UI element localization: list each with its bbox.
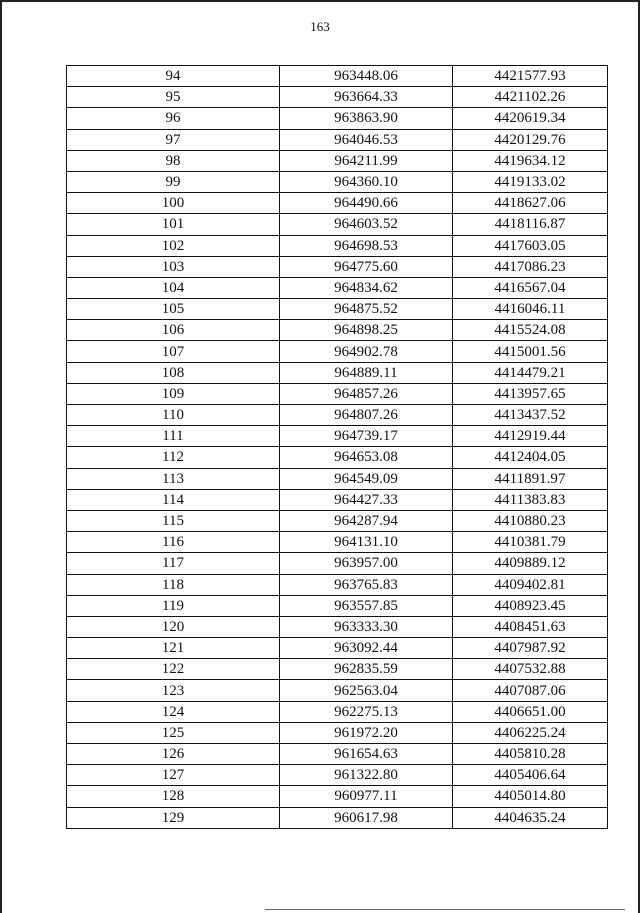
- table-row: [67, 489, 608, 510]
- x-coordinate-cell: 964807.26: [280, 405, 453, 426]
- point-number-cell: 114: [67, 489, 280, 510]
- x-coordinate-cell: 964902.78: [280, 341, 453, 362]
- x-coordinate-cell: 964427.33: [280, 489, 453, 510]
- table-row: [67, 553, 608, 574]
- x-coordinate-cell: 964698.53: [280, 235, 453, 256]
- table-row: [67, 299, 608, 320]
- x-coordinate-cell: 964549.09: [280, 468, 453, 489]
- table-row: [67, 150, 608, 171]
- y-coordinate-cell: 4417603.05: [453, 235, 608, 256]
- y-coordinate-cell: 4407987.92: [453, 638, 608, 659]
- y-coordinate-cell: 4419133.02: [453, 171, 608, 192]
- table-row: [67, 786, 608, 807]
- point-number-cell: 111: [67, 426, 280, 447]
- y-coordinate-cell: 4421577.93: [453, 66, 608, 87]
- y-coordinate-cell: 4409402.81: [453, 574, 608, 595]
- x-coordinate-cell: 964211.99: [280, 150, 453, 171]
- table-row: [67, 807, 608, 828]
- table-row: [67, 616, 608, 637]
- x-coordinate-cell: 964739.17: [280, 426, 453, 447]
- x-coordinate-cell: 960617.98: [280, 807, 453, 828]
- table-row: [67, 193, 608, 214]
- table-row: [67, 87, 608, 108]
- point-number-cell: 104: [67, 277, 280, 298]
- table-row: [67, 468, 608, 489]
- x-coordinate-cell: 964360.10: [280, 171, 453, 192]
- coordinates-table-body: [67, 66, 608, 829]
- table-row: [67, 722, 608, 743]
- x-coordinate-cell: 960977.11: [280, 786, 453, 807]
- y-coordinate-cell: 4420129.76: [453, 129, 608, 150]
- point-number-cell: 98: [67, 150, 280, 171]
- table-row: [67, 235, 608, 256]
- x-coordinate-cell: 961654.63: [280, 744, 453, 765]
- page-border-left: [0, 0, 2, 913]
- point-number-cell: 125: [67, 722, 280, 743]
- table-row: [67, 426, 608, 447]
- point-number-cell: 96: [67, 108, 280, 129]
- y-coordinate-cell: 4414479.21: [453, 362, 608, 383]
- point-number-cell: 102: [67, 235, 280, 256]
- table-row: [67, 362, 608, 383]
- point-number-cell: 109: [67, 383, 280, 404]
- table-row: [67, 510, 608, 531]
- point-number-cell: 113: [67, 468, 280, 489]
- point-number-cell: 97: [67, 129, 280, 150]
- table-row: [67, 638, 608, 659]
- y-coordinate-cell: 4407087.06: [453, 680, 608, 701]
- table-row: [67, 744, 608, 765]
- x-coordinate-cell: 963957.00: [280, 553, 453, 574]
- x-coordinate-cell: 964898.25: [280, 320, 453, 341]
- point-number-cell: 126: [67, 744, 280, 765]
- y-coordinate-cell: 4413437.52: [453, 405, 608, 426]
- x-coordinate-cell: 963664.33: [280, 87, 453, 108]
- y-coordinate-cell: 4419634.12: [453, 150, 608, 171]
- x-coordinate-cell: 963448.06: [280, 66, 453, 87]
- y-coordinate-cell: 4418116.87: [453, 214, 608, 235]
- point-number-cell: 101: [67, 214, 280, 235]
- y-coordinate-cell: 4411891.97: [453, 468, 608, 489]
- x-coordinate-cell: 962563.04: [280, 680, 453, 701]
- page-number: 163: [310, 19, 330, 34]
- y-coordinate-cell: 4415524.08: [453, 320, 608, 341]
- coordinates-table: [66, 65, 608, 829]
- table-row: [67, 66, 608, 87]
- point-number-cell: 124: [67, 701, 280, 722]
- y-coordinate-cell: 4421102.26: [453, 87, 608, 108]
- point-number-cell: 118: [67, 574, 280, 595]
- point-number-cell: 128: [67, 786, 280, 807]
- point-number-cell: 108: [67, 362, 280, 383]
- table-row: [67, 171, 608, 192]
- table-row: [67, 405, 608, 426]
- x-coordinate-cell: 964046.53: [280, 129, 453, 150]
- x-coordinate-cell: 964857.26: [280, 383, 453, 404]
- x-coordinate-cell: 964875.52: [280, 299, 453, 320]
- table-row: [67, 341, 608, 362]
- table-row: [67, 129, 608, 150]
- point-number-cell: 120: [67, 616, 280, 637]
- y-coordinate-cell: 4420619.34: [453, 108, 608, 129]
- point-number-cell: 123: [67, 680, 280, 701]
- y-coordinate-cell: 4411383.83: [453, 489, 608, 510]
- y-coordinate-cell: 4410880.23: [453, 510, 608, 531]
- y-coordinate-cell: 4405014.80: [453, 786, 608, 807]
- x-coordinate-cell: 963863.90: [280, 108, 453, 129]
- table-row: [67, 574, 608, 595]
- x-coordinate-cell: 964775.60: [280, 256, 453, 277]
- x-coordinate-cell: 963765.83: [280, 574, 453, 595]
- table-row: [67, 383, 608, 404]
- y-coordinate-cell: 4405406.64: [453, 765, 608, 786]
- x-coordinate-cell: 964834.62: [280, 277, 453, 298]
- table-row: [67, 701, 608, 722]
- table-row: [67, 765, 608, 786]
- point-number-cell: 105: [67, 299, 280, 320]
- table-row: [67, 277, 608, 298]
- y-coordinate-cell: 4412404.05: [453, 447, 608, 468]
- table-row: [67, 320, 608, 341]
- page-border-top: [0, 0, 640, 2]
- y-coordinate-cell: 4415001.56: [453, 341, 608, 362]
- point-number-cell: 106: [67, 320, 280, 341]
- point-number-cell: 129: [67, 807, 280, 828]
- y-coordinate-cell: 4406651.00: [453, 701, 608, 722]
- x-coordinate-cell: 961972.20: [280, 722, 453, 743]
- point-number-cell: 100: [67, 193, 280, 214]
- table-row: [67, 256, 608, 277]
- x-coordinate-cell: 961322.80: [280, 765, 453, 786]
- x-coordinate-cell: 963557.85: [280, 595, 453, 616]
- y-coordinate-cell: 4417086.23: [453, 256, 608, 277]
- point-number-cell: 112: [67, 447, 280, 468]
- x-coordinate-cell: 964653.08: [280, 447, 453, 468]
- y-coordinate-cell: 4406225.24: [453, 722, 608, 743]
- y-coordinate-cell: 4408923.45: [453, 595, 608, 616]
- point-number-cell: 122: [67, 659, 280, 680]
- y-coordinate-cell: 4405810.28: [453, 744, 608, 765]
- point-number-cell: 127: [67, 765, 280, 786]
- table-row: [67, 659, 608, 680]
- point-number-cell: 99: [67, 171, 280, 192]
- y-coordinate-cell: 4412919.44: [453, 426, 608, 447]
- y-coordinate-cell: 4418627.06: [453, 193, 608, 214]
- bottom-rule: [265, 909, 625, 910]
- point-number-cell: 116: [67, 532, 280, 553]
- point-number-cell: 115: [67, 510, 280, 531]
- y-coordinate-cell: 4409889.12: [453, 553, 608, 574]
- y-coordinate-cell: 4408451.63: [453, 616, 608, 637]
- x-coordinate-cell: 964287.94: [280, 510, 453, 531]
- x-coordinate-cell: 964603.52: [280, 214, 453, 235]
- x-coordinate-cell: 963092.44: [280, 638, 453, 659]
- x-coordinate-cell: 963333.30: [280, 616, 453, 637]
- point-number-cell: 107: [67, 341, 280, 362]
- table-row: [67, 680, 608, 701]
- point-number-cell: 110: [67, 405, 280, 426]
- point-number-cell: 117: [67, 553, 280, 574]
- y-coordinate-cell: 4404635.24: [453, 807, 608, 828]
- table-row: [67, 532, 608, 553]
- y-coordinate-cell: 4416567.04: [453, 277, 608, 298]
- y-coordinate-cell: 4410381.79: [453, 532, 608, 553]
- point-number-cell: 121: [67, 638, 280, 659]
- x-coordinate-cell: 964490.66: [280, 193, 453, 214]
- point-number-cell: 94: [67, 66, 280, 87]
- x-coordinate-cell: 964889.11: [280, 362, 453, 383]
- table-row: [67, 447, 608, 468]
- table-row: [67, 214, 608, 235]
- y-coordinate-cell: 4413957.65: [453, 383, 608, 404]
- table-row: [67, 595, 608, 616]
- x-coordinate-cell: 964131.10: [280, 532, 453, 553]
- y-coordinate-cell: 4407532.88: [453, 659, 608, 680]
- point-number-cell: 95: [67, 87, 280, 108]
- x-coordinate-cell: 962275.13: [280, 701, 453, 722]
- point-number-cell: 103: [67, 256, 280, 277]
- x-coordinate-cell: 962835.59: [280, 659, 453, 680]
- table-row: [67, 108, 608, 129]
- point-number-cell: 119: [67, 595, 280, 616]
- y-coordinate-cell: 4416046.11: [453, 299, 608, 320]
